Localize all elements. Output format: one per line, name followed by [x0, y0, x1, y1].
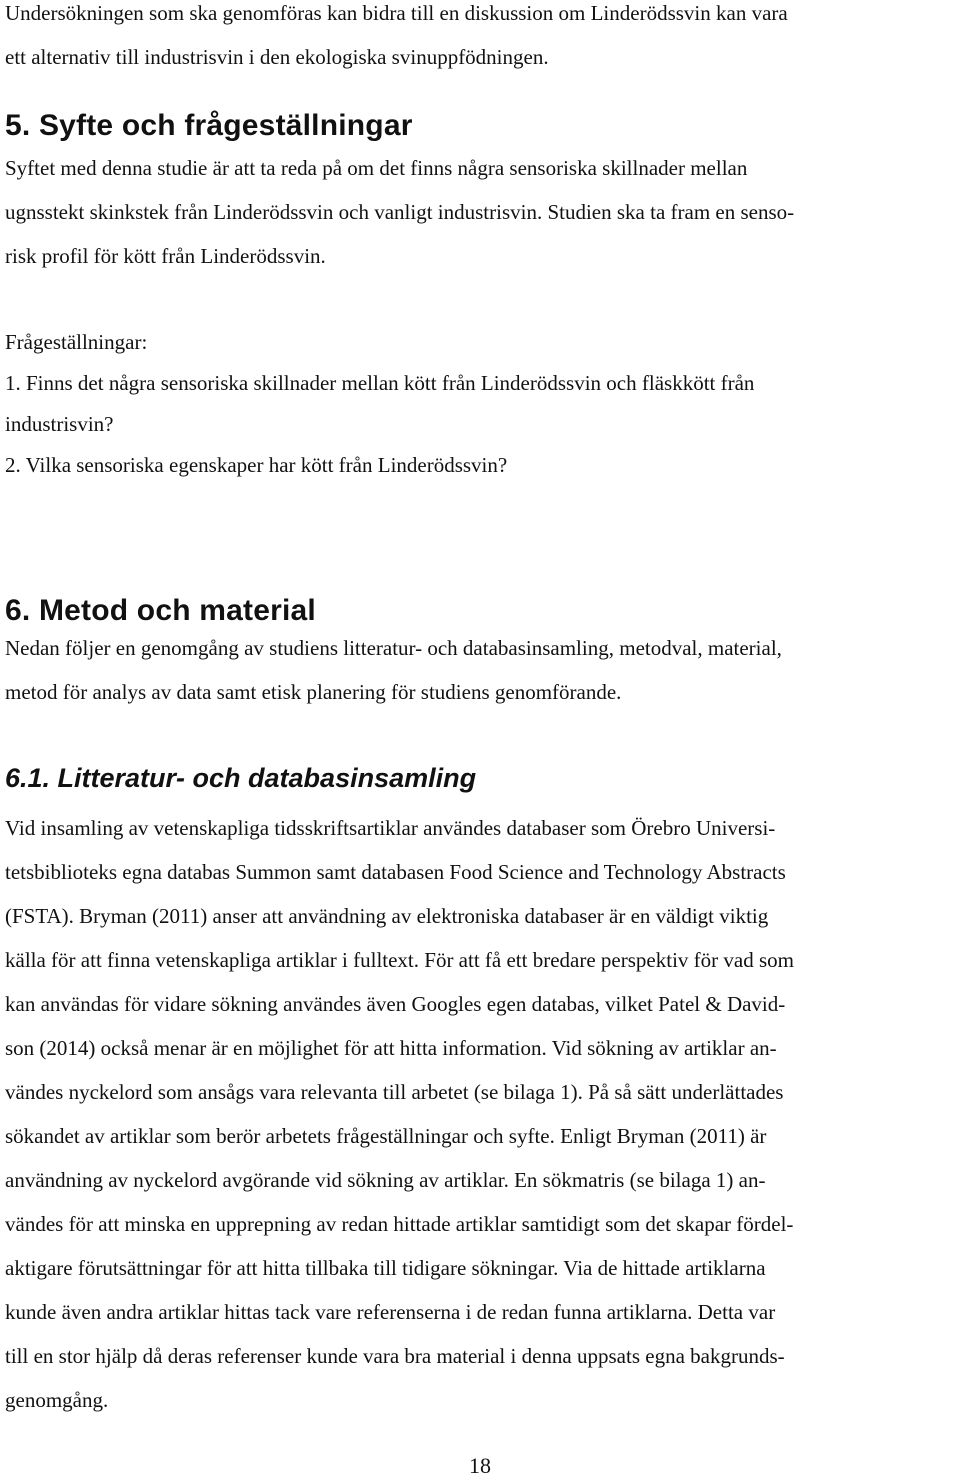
section-6-heading: 6. Metod och material [5, 594, 316, 627]
section-6-1-line-9: användning av nyckelord avgörande vid sökning av artiklar. En sökmatris (se bilaga 1) an- [5, 1168, 766, 1192]
section-6-1-paragraph [5, 806, 957, 1422]
questions-block [5, 320, 957, 487]
section-5-paragraph [5, 146, 957, 278]
section-6-1-line-7: vändes nyckelord som ansågs vara relevanta till arbetet (se bilaga 1). På så sätt underlättades [5, 1080, 784, 1104]
section-6-paragraph [5, 626, 957, 714]
section-6-heading-wrap [5, 591, 957, 631]
section-6-1-line-12: kunde även andra artiklar hittas tack vare referenserna i de redan funna artiklarna. Detta var [5, 1300, 776, 1324]
section-5-line-1: Syftet med denna studie är att ta reda på om det finns några sensoriska skillnader mellan [5, 156, 748, 180]
questions-label: Frågeställningar: [5, 330, 148, 354]
section-5-heading-wrap [5, 106, 957, 146]
intro-line-2: ett alternativ till industrisvin i den ekologiska svinuppfödningen. [5, 45, 549, 69]
section-6-1-line-11: aktigare förutsättningar för att hitta tillbaka till tidigare sökningar. Via de hittade artiklarna [5, 1256, 766, 1280]
intro-paragraph [5, 0, 957, 79]
section-6-line-1: Nedan följer en genomgång av studiens litteratur- och databasinsamling, metodval, material, [5, 636, 782, 660]
section-6-1-line-3: (FSTA). Bryman (2011) anser att användning av elektroniska databaser är en väldigt viktig [5, 904, 769, 928]
page-number: 18 [469, 1453, 491, 1478]
section-6-1-line-4: källa för att finna vetenskapliga artiklar i fulltext. För att få ett bredare perspektiv för vad som [5, 948, 794, 972]
section-6-1-line-8: sökandet av artiklar som berör arbetets frågeställningar och syfte. Enligt Bryman (2011) är [5, 1124, 767, 1148]
question-1-line-2: industrisvin? [5, 412, 114, 436]
intro-line-1: Undersökningen som ska genomföras kan bidra till en diskussion om Linderödssvin kan vara [5, 1, 788, 25]
section-6-1-line-13: till en stor hjälp då deras referenser kunde vara bra material i denna uppsats egna bakgrunds- [5, 1344, 785, 1368]
section-6-1-heading: 6.1. Litteratur- och databasinsamling [5, 763, 477, 793]
section-6-1-line-1: Vid insamling av vetenskapliga tidsskriftsartiklar användes databaser som Örebro Universi- [5, 816, 776, 840]
section-6-line-2: metod för analys av data samt etisk planering för studiens genomförande. [5, 680, 622, 704]
section-5-heading: 5. Syfte och frågeställningar [5, 109, 413, 142]
section-6-1-line-10: vändes för att minska en upprepning av redan hittade artiklar samtidigt som det skapar fördel- [5, 1212, 794, 1236]
section-6-1-heading-wrap [5, 760, 957, 796]
section-6-1-line-2: tetsbiblioteks egna databas Summon samt databasen Food Science and Technology Abstracts [5, 860, 786, 884]
section-6-1-line-14: genomgång. [5, 1388, 109, 1412]
section-5-line-3: risk profil för kött från Linderödssvin. [5, 244, 326, 268]
question-2: 2. Vilka sensoriska egenskaper har kött från Linderödssvin? [5, 453, 508, 477]
section-6-1-line-5: kan användas för vidare sökning användes även Googles egen databas, vilket Patel & David- [5, 992, 786, 1016]
section-5-line-2: ugnsstekt skinkstek från Linderödssvin och vanligt industrisvin. Studien ska ta fram en senso- [5, 200, 795, 224]
section-6-1-line-6: son (2014) också menar är en möjlighet för att hitta information. Vid sökning av artiklar an- [5, 1036, 777, 1060]
question-1-line-1: 1. Finns det några sensoriska skillnader mellan kött från Linderödssvin och fläskkött från [5, 371, 755, 395]
